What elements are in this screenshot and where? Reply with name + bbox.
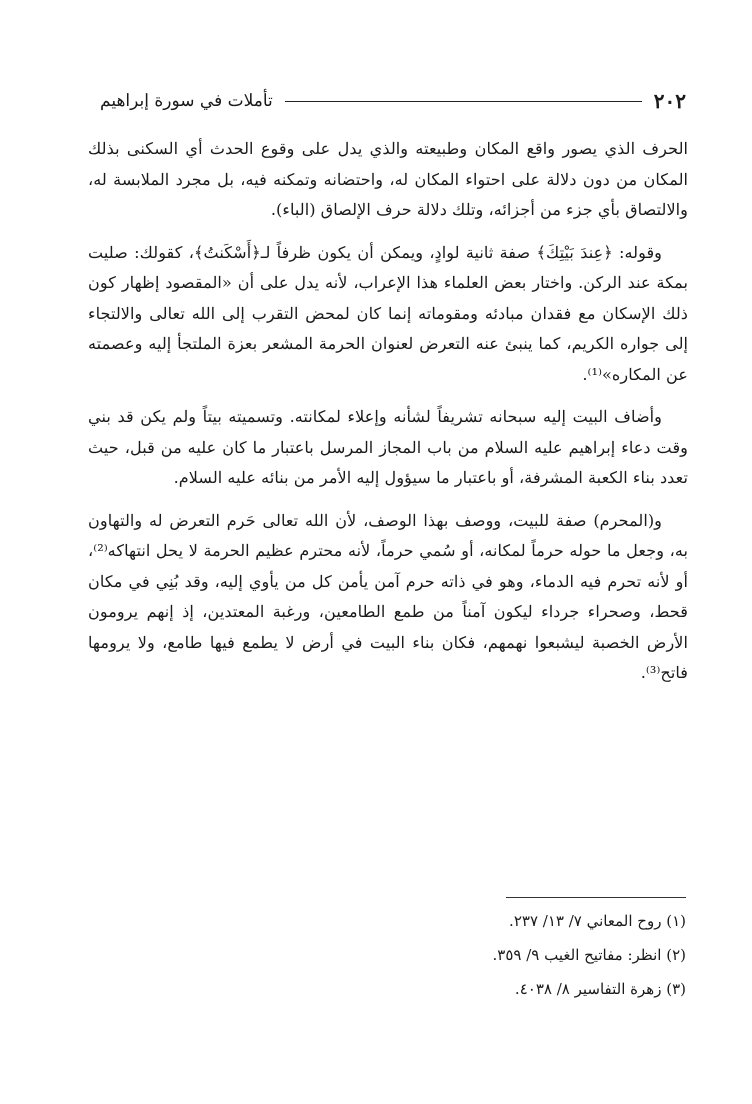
- paragraph: و(المحرم) صفة للبيت، ووصف بهذا الوصف، لأن الله تعالى حَرم التعرض له والتهاون به، وجعل ما حوله حرماً لمكانه، أو سُمي حرماً، لأنه محترم عظيم الحرمة لا يحل انتهاكه⁽²⁾، أو لأنه تحرم فيه الدماء، وهو في ذاته حرم آمن يأمن كل من يأوي إليه، وقد بُنِي في مكان قحط، وصحراء جرداء ليكون آمناً من طمع الطامعين، ورغبة المعتدين، إذ إنهم يرومون الأرض الخصبة ليشبعوا نهمهم، فكان بناء البيت في أرض لا يطمع فيها طامع، ولا يرومها فاتح⁽³⁾.: [88, 510, 688, 682]
- page-number: ٢٠٢: [653, 89, 686, 113]
- footnote-divider: [506, 897, 686, 898]
- running-title: تأملات في سورة إبراهيم: [100, 91, 273, 111]
- page-header: [100, 86, 686, 116]
- paragraph: الحرف الذي يصور واقع المكان وطبيعته والذي يدل على وقوع الحدث أي السكنى بذلك المكان من دون دلالة على احتواء المكان له، واحتضانه وتمكنه فيه، بل مجرد الملابسة له، والالتصاق بأي جزء من أجزائه، وتلك دلالة حرف الإلصاق (الباء).: [88, 139, 688, 219]
- footnote-item: (٣) زهرة التفاسير ٨/ ٤٠٣٨.: [514, 980, 686, 998]
- paragraph: وأضاف البيت إليه سبحانه تشريفاً لشأنه وإعلاء لمكانته. وتسميته بيتاً ولم يكن قد بني وقت دعاء إبراهيم عليه السلام من باب المجاز المرسل باعتبار ما كان عليه من قبل، حيث تعدد بناء الكعبة المشرفة، أو باعتبار ما سيؤول إليه الأمر من بنائه عليه السلام.: [88, 407, 688, 487]
- footnotes: [86, 904, 686, 1006]
- page-body: [88, 134, 688, 701]
- header-divider: [285, 101, 642, 102]
- paragraph: وقوله: ﴿عِندَ بَيْتِكَ﴾ صفة ثانية لوادٍ، ويمكن أن يكون ظرفاً لـ﴿أَسْكَنتُ﴾، كقولك: صليت بمكة عند الركن. واختار بعض العلماء هذا الإعراب، لأنه يدل على أن «المقصود إظهار كون ذلك الإسكان مع فقدان مبادئه ومقوماته إنما كان لمحض التقرب إلى الله تعالى والالتجاء إلى جواره الكريم، كما ينبئ عنه التعرض لعنوان الحرمة المشعر بعزة الملتجأ إليه وعصمته عن المكاره»⁽¹⁾.: [88, 242, 688, 384]
- footnote-item: (٢) انظر: مفاتيح الغيب ٩/ ٣٥٩.: [492, 946, 686, 964]
- footnote-item: (١) روح المعاني ٧/ ١٣/ ٢٣٧.: [509, 912, 686, 930]
